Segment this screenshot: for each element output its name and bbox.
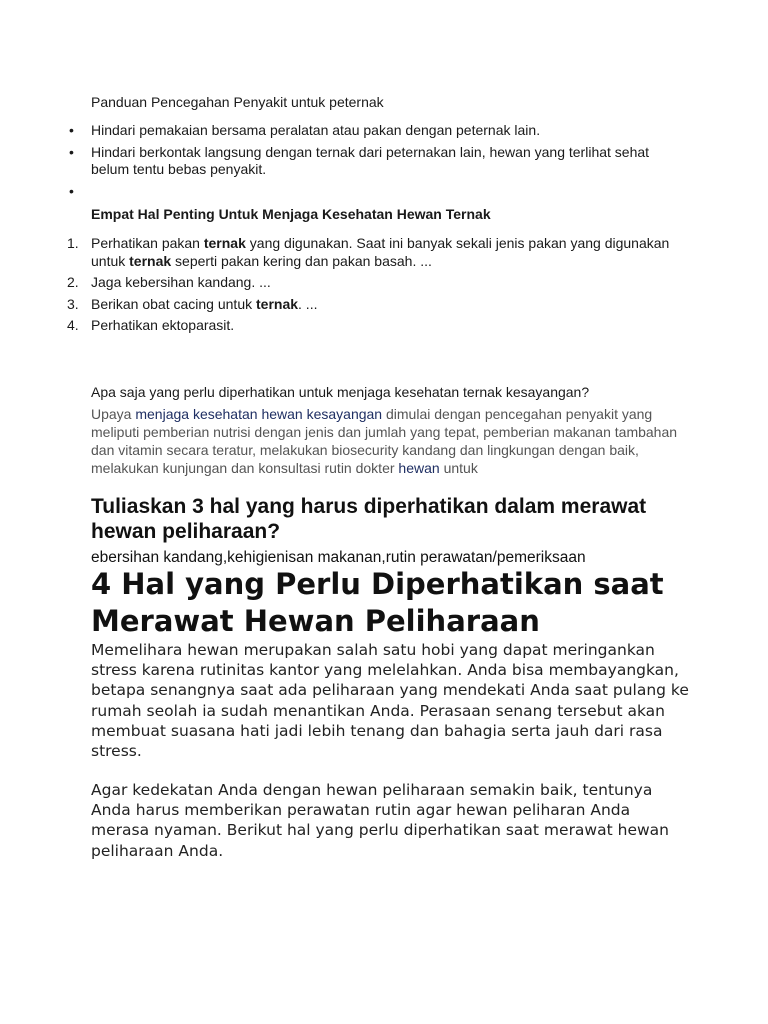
bullet-item-empty — [91, 183, 691, 200]
question-text: Apa saja yang perlu diperhatikan untuk menjaga kesehatan ternak kesayangan? — [91, 384, 590, 400]
item-number: 3. — [67, 295, 79, 312]
item-bold: ternak — [256, 295, 299, 312]
answer-snippet — [91, 405, 681, 477]
tulis-heading: Tuliaskan 3 hal yang harus diperhatikan dalam merawat hewan peliharaan? — [91, 495, 647, 543]
item-text: Perhatikan ektoparasit. — [91, 317, 235, 333]
prevention-bullet-list — [91, 122, 691, 205]
item-text: . ... — [298, 295, 318, 312]
numbered-item — [67, 235, 691, 270]
item-text: seperti pakan kering dan pakan basah. ... — [171, 252, 432, 269]
item-text: Jaga kebersihan kandang. ... — [91, 274, 271, 290]
item-number: 2. — [67, 274, 79, 290]
bullet-item: • Hindari berkontak langsung dengan ternak dari peternakan lain, hewan yang terlihat sehat belum tentu bebas penyakit. — [91, 144, 691, 178]
article-paragraph: Memelihara hewan merupakan salah satu hobi yang dapat meringankan stress karena rutinitas kantor yang melelahkan. Anda bisa membayangkan, betapa senangnya saat ada peliharaan yang mendekati Anda saat pulang ke rumah seolah ia sudah menantikan Anda. Perasaan senang tersebut akan membuat suasana hati jadi lebih tenang dan bahagia serta jauh dari rasa stress. — [91, 641, 689, 761]
answer-text: Upaya — [91, 406, 136, 422]
item-text: yang digunakan. Saat ini banyak sekali jenis pakan yang digunakan untuk — [91, 235, 670, 269]
answer-text: untuk — [439, 460, 478, 476]
item-text: Berikan obat cacing untuk — [91, 295, 256, 312]
bullet-item: • Hindari pemakaian bersama peralatan atau pakan dengan peternak lain. — [91, 122, 691, 139]
answer-keyword-link[interactable]: hewan — [398, 460, 440, 476]
intro-title: Panduan Pencegahan Penyakit untuk peternak — [91, 94, 384, 110]
item-number: 4. — [67, 317, 79, 333]
answer-keyword-link[interactable]: menjaga kesehatan hewan kesayangan — [135, 406, 383, 422]
article-title: 4 Hal yang Perlu Diperhatikan saat Merawat Hewan Peliharaan — [91, 567, 664, 638]
item-bold: ternak — [129, 252, 172, 269]
section-heading: Empat Hal Penting Untuk Menjaga Kesehatan Hewan Ternak — [91, 206, 491, 222]
numbered-item — [67, 295, 691, 314]
numbered-list — [67, 235, 691, 339]
tulis-answer: ebersihan kandang,kehigienisan makanan,rutin perawatan/pemeriksaan — [91, 549, 586, 566]
item-number: 1. — [67, 235, 79, 251]
numbered-item — [67, 274, 691, 292]
answer-text: dimulai dengan pencegahan penyakit yang meliputi pemberian nutrisi dengan jenis dan jumlah yang tepat, pemberian makanan tambahan dan vitamin secara teratur, melakukan biosecurity kandang dan lingkungan dengan baik, melakukan kunjungan dan konsultasi rutin dokter — [91, 406, 678, 476]
article-paragraph: Agar kedekatan Anda dengan hewan peliharaan semakin baik, tentunya Anda harus memberikan perawatan rutin agar hewan peliharan Anda merasa nyaman. Berikut hal yang perlu diperhatikan saat merawat hewan peliharaan Anda. — [91, 781, 669, 860]
item-bold: ternak — [203, 235, 246, 251]
item-text: Perhatikan pakan — [91, 235, 204, 251]
numbered-item — [67, 317, 691, 335]
